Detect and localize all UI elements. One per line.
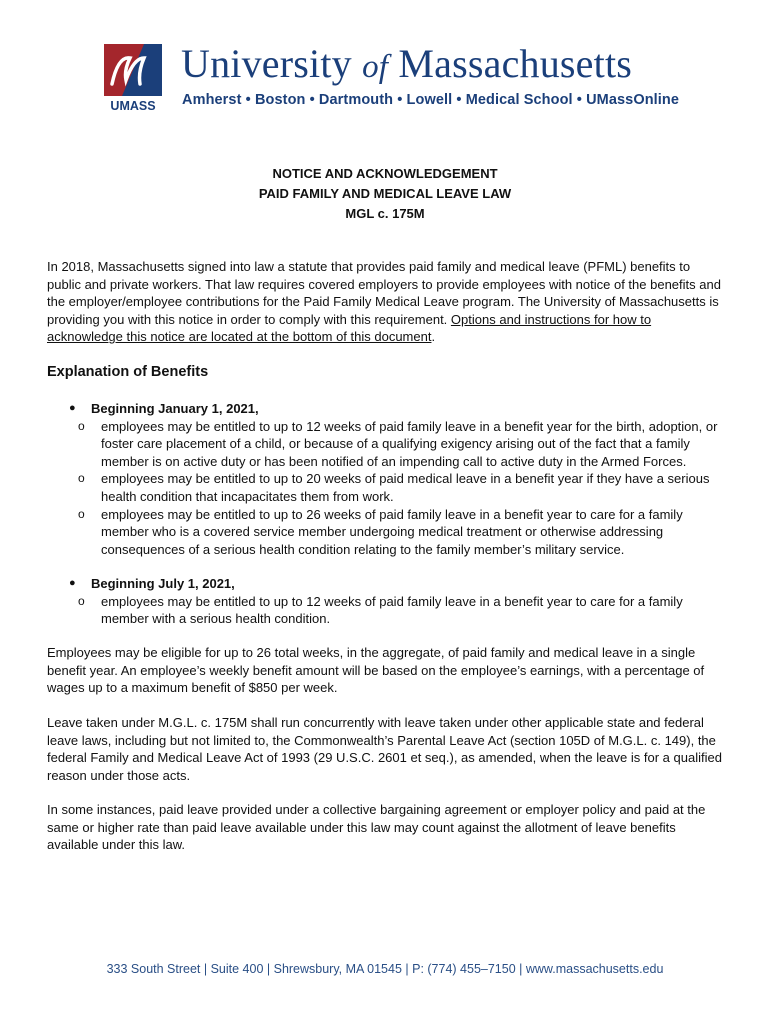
footer-address: 333 South Street | Suite 400 | Shrewsbury, MA 01545 | P: (774) 455–7150 | www.massachusetts.edu — [106, 962, 664, 976]
paragraph-concurrent-leave: Leave taken under M.G.L. c. 175M shall run concurrently with leave taken under other applicable state and federal leave laws, including but not limited to, the Commonwealth’s Parental Leave Act (section 105D of M.G.L. c. 149), the federal Family and Medical Leave Act of 1993 (29 U.S.C. 2601 et seq.), as amended, when the leave is for a qualified reason under those acts. — [47, 715, 722, 783]
university-name: University of Massachusetts — [181, 41, 633, 86]
paragraph-benefit-amount: Employees may be eligible for up to 26 total weeks, in the aggregate, of paid family and medical leave in a single benefit year. An employee’s weekly benefit amount will be based on the employee’s earnings, with a percentage of wages up to a maximum benefit of $850 per week. — [47, 645, 705, 696]
title-line-1: NOTICE AND ACKNOWLEDGEMENT — [272, 166, 498, 181]
list-item: o employees may be entitled to up to 12 weeks of paid family leave in a benefit year to care for a family member with a serious health condition. — [78, 593, 683, 627]
list-item: o employees may be entitled to up to 26 weeks of paid family leave in a benefit year to care for a family member who is a covered service member undergoing medical treatment or otherwise addressing consequences of a serious health condition relating to the family member’s military service. — [78, 506, 683, 557]
logo-wordmark: UMASS — [110, 99, 156, 112]
bullet-lead: Beginning January 1, 2021, — [91, 401, 259, 416]
benefits-list-july — [47, 575, 727, 628]
campus-list: Amherst • Boston • Dartmouth • Lowell • Medical School • UMassOnline — [182, 92, 680, 108]
benefits-list-january — [47, 400, 727, 558]
bullet-lead: Beginning July 1, 2021, — [91, 576, 235, 591]
intro-paragraph: In 2018, Massachusetts signed into law a statute that provides paid family and medical leave (PFML) benefits to public and private workers. That law requires covered employers to provide employees with notice of the benefits and the employer/employee contributions for the Paid Family Medical Leave program. The University of Massachusetts is providing you with this notice in order to comply with this requirement. Options and instructions for how to acknowledge this notice are located at the bottom of this document. — [47, 259, 721, 345]
list-item: ● Beginning July 1, 2021, o employees may be entitled to up to 12 weeks of paid family leave in a benefit year to care for a family member with a serious health condition. — [47, 575, 727, 628]
title-line-3: MGL c. 175M — [345, 206, 425, 221]
umass-logo — [104, 44, 162, 112]
document-title — [0, 164, 770, 224]
list-item: o employees may be entitled to up to 12 weeks of paid family leave in a benefit year for the birth, adoption, or foster care placement of a child, or because of a qualifying exigency arising out of the fact that a family member is on active duty or has been notified of an impending call to active duty in the Armed Forces. — [78, 418, 718, 469]
list-item: o employees may be entitled to up to 20 weeks of paid medical leave in a benefit year if they have a serious health condition that incapacitates them from work. — [78, 471, 710, 504]
acknowledge-instructions-link: Options and instructions for how to acknowledge this notice are located at the bottom of this document — [47, 311, 652, 345]
title-line-2: PAID FAMILY AND MEDICAL LEAVE LAW — [258, 186, 512, 201]
paragraph-collective-bargaining: In some instances, paid leave provided under a collective bargaining agreement or employer policy and paid at the same or higher rate than paid leave available under this law may count against the allotment of leave benefits available under this law. — [47, 802, 706, 853]
list-item: ● Beginning January 1, 2021, o employees may be entitled to up to 12 weeks of paid family leave in a benefit year for the birth, adoption, or foster care placement of a child, or because of a qualifying exigency arising out of the fact that a family member is on active duty or has been notified of an impending call to active duty in the Armed Forces. o employees may be entitled to up to 20 weeks of paid medical leave in a benefit year if they have a serious health condition that incapacitates them from work. o employees may be entitled to up to 26 weeks of paid family leave in a benefit year to care for a family member who is a covered service member undergoing medical treatment or otherwise addressing consequences of a serious health condition relating to the family member’s military service. — [47, 400, 727, 558]
section-heading-explanation: Explanation of Benefits — [47, 364, 209, 380]
